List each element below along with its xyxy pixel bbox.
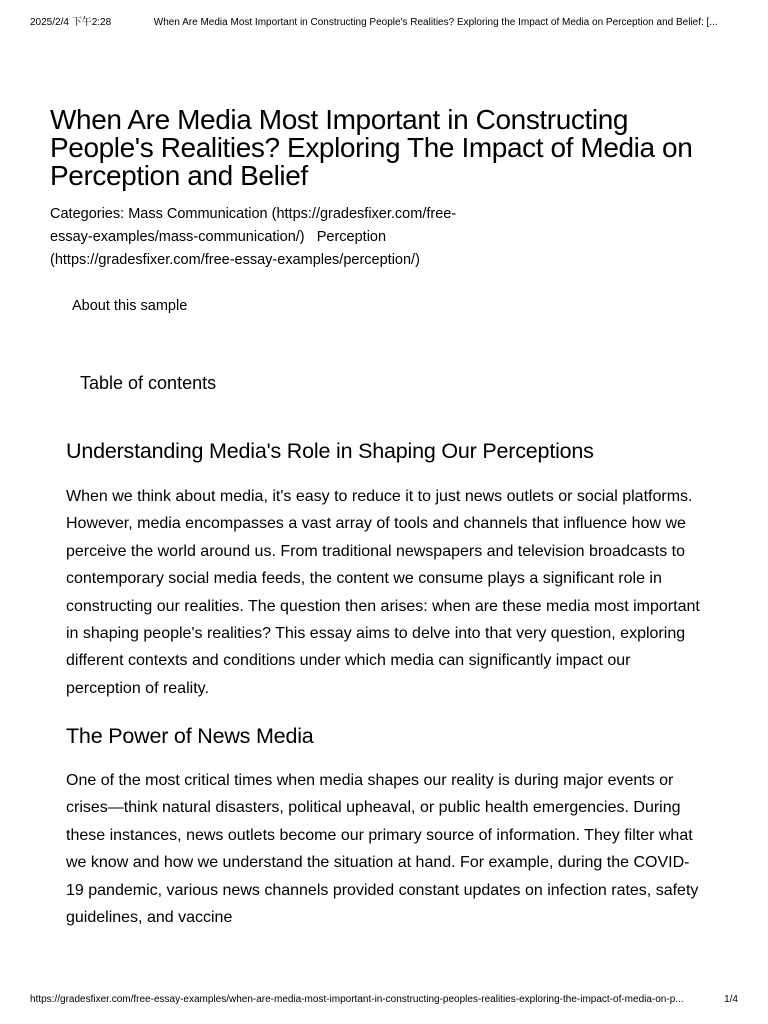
print-footer [30, 993, 738, 1012]
section-body-media-role: When we think about media, it's easy to reduce it to just news outlets or social platforms. However, media encompasses a vast array of tools and channels that influence how we perceive the world around us. From traditional newspapers and television broadcasts to contemporary social media feeds, the content we consume plays a significant role in constructing our realities. The question then arises: when are these media most important in shaping people's realities? This essay aims to delve into that very question, exploring different contexts and conditions under which media can significantly impact our perception of reality. [66, 488, 700, 697]
table-of-contents-toggle[interactable]: Table of contents [80, 373, 217, 393]
categories [50, 203, 490, 273]
print-header [30, 16, 744, 30]
category-link-mass-communication[interactable]: Mass Communication (https://gradesfixer.com/free-essay-examples/mass-communication/) [50, 206, 457, 246]
about-sample-toggle[interactable]: About this sample [72, 298, 188, 314]
category-link-perception[interactable]: Perception (https://gradesfixer.com/free-essay-examples/perception/) [50, 229, 420, 269]
section-heading-news-media: The Power of News Media [66, 724, 314, 748]
categories-label: Categories: [50, 206, 125, 222]
section-body-news-media: One of the most critical times when media shapes our reality is during major events or crises—think natural disasters, political upheaval, or public health emergencies. During these instances, news outlets become our primary source of information. They filter what we know and how we understand the situation at hand. For example, during the COVID-19 pandemic, various news channels provided constant updates on infection rates, safety guidelines, and vaccine [66, 772, 699, 927]
page-number: 1/4 [724, 994, 738, 1005]
print-footer-url: https://gradesfixer.com/free-essay-examples/when-are-media-most-important-in-constructing-peoples-realities-exploring-the-impact-of-media-on-p... [30, 994, 684, 1005]
section-heading-media-role: Understanding Media's Role in Shaping Our Perceptions [66, 439, 594, 463]
print-datetime: 2025/2/4 下午2:28 [30, 17, 112, 28]
page-title: When Are Media Most Important in Constructing People's Realities? Exploring The Impact of Media on Perception and Belief [50, 104, 693, 191]
print-doc-title: When Are Media Most Important in Constructing People's Realities? Exploring the Impact of Media on Perception and Belief: [... [153, 17, 718, 28]
